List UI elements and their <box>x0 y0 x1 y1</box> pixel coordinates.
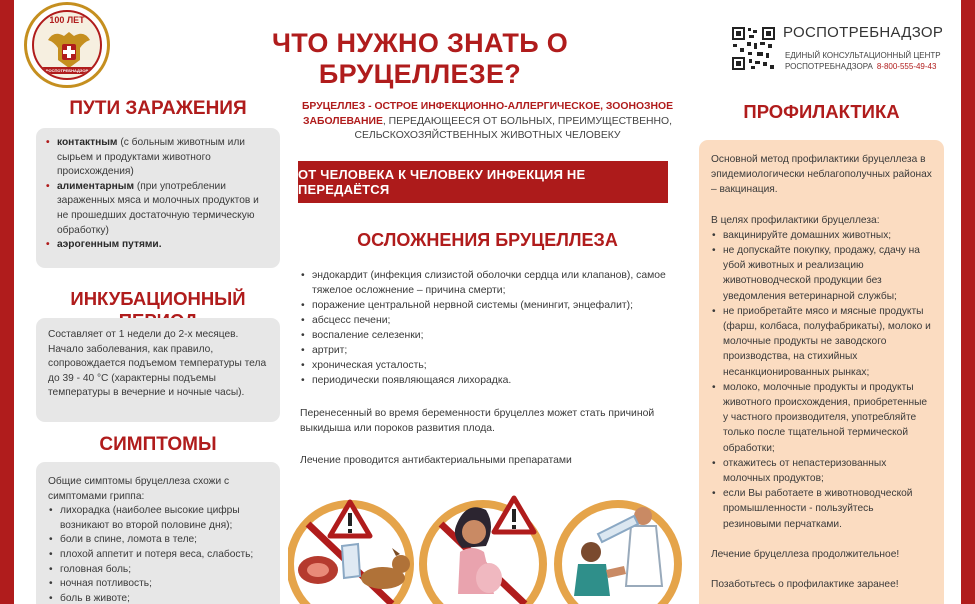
spacer <box>711 532 932 547</box>
treatment-note: Лечение проводится антибактериальными препаратами <box>300 455 572 466</box>
hotline-phone: 8-800-555-49-43 <box>876 62 937 71</box>
prevention-box <box>699 140 944 604</box>
infection-routes-title: ПУТИ ЗАРАЖЕНИЯ <box>69 98 247 119</box>
infection-route-contact: • контактным (с больным животным или сырьем и продуктами животного происхождения) <box>46 136 270 180</box>
long-treatment-note: Лечение бруцеллеза продолжительное! <box>711 548 900 560</box>
complication-item: • абсцесс печени; <box>300 313 680 328</box>
spacer <box>711 562 932 577</box>
pregnancy-warning: Перенесенный во время беременности бруцеллез может стать причиной выкидыша или пороков развития плода. <box>300 408 655 434</box>
symptom-item: • боли в спине, ломота в теле; <box>48 533 268 548</box>
symptoms-title: СИМПТОМЫ <box>99 434 217 455</box>
symptoms-box <box>36 462 280 604</box>
no-human-transmission-banner: ОТ ЧЕЛОВЕКА К ЧЕЛОВЕКУ ИНФЕКЦИЯ НЕ ПЕРЕДАЁТСЯ <box>298 161 668 203</box>
symptom-item: • ночная потливость; <box>48 577 268 592</box>
definition-highlight: БРУЦЕЛЛЕЗ - ОСТРОЕ ИНФЕКЦИОННО-АЛЛЕРГИЧЕСКОЕ, ЗООНОЗНОЕ ЗАБОЛЕВАНИЕ <box>301 101 674 127</box>
symptom-item: • плохой аппетит и потеря веса, слабость; <box>48 548 268 563</box>
definition-rest: , ПЕРЕДАЮЩЕЕСЯ ОТ БОЛЬНЫХ, ПРЕИМУЩЕСТВЕННО, СЕЛЬСКОХОЗЯЙСТВЕННЫХ ЖИВОТНЫХ ЧЕЛОВЕКУ <box>354 115 672 141</box>
prevention-item: • молоко, молочные продукты и продукты животного происхождения, приобретенные у частного производителя, употребляйте только после тщательной термической обработки; <box>711 380 932 456</box>
page-title: ЧТО НУЖНО ЗНАТЬ О БРУЦЕЛЛЕЗЕ? <box>271 28 569 89</box>
symptoms-intro: Общие симптомы бруцеллеза схожи с симптомами гриппа: <box>48 476 230 502</box>
raw-meat-milk-dog-illustration <box>290 502 410 604</box>
prevention-item: • если Вы работаете в животноводческой промышленности - пользуйтесь резиновыми перчатками. <box>711 486 932 532</box>
infection-route-alimentary: • алиментарным (при употреблении зараженных мяса и молочных продуктов и не прошедших достаточную термическую обработку) <box>46 180 270 238</box>
org-hotline <box>785 62 936 71</box>
infection-routes-box <box>36 128 280 268</box>
qr-code-icon <box>731 26 776 71</box>
complication-item: • периодически появляющаяся лихорадка. <box>300 373 680 388</box>
complication-item: • артрит; <box>300 343 680 358</box>
incubation-text: Составляет от 1 недели до 2-х месяцев. Начало заболевания, как правило, сопровождается подъемом температуры тела до 39 - 40 °С (характерны подъемы температуры в вечерние и ночные часы). <box>48 329 267 399</box>
prevention-intro: В целях профилактики бруцеллеза: <box>711 214 880 226</box>
incubation-box <box>36 318 280 422</box>
logo-years: 100 ЛЕТ <box>49 15 85 25</box>
rospotrebnadzor-logo <box>24 2 110 88</box>
left-border <box>0 0 14 604</box>
prevention-item: • вакцинируйте домашних животных; <box>711 228 932 243</box>
prevention-main: Основной метод профилактики бруцеллеза в эпидемиологически неблагополучных районах – вакцинация. <box>711 154 932 196</box>
pregnant-woman-illustration <box>423 498 543 604</box>
complication-item: • хроническая усталость; <box>300 358 680 373</box>
incubation-title: ИНКУБАЦИОННЫЙ <box>70 288 246 309</box>
logo-emblem <box>32 10 102 80</box>
symptom-item: • головная боль; <box>48 563 268 578</box>
symptom-item: • лихорадка (наиболее высокие цифры возникают во второй половине дня); <box>48 504 268 533</box>
complication-item: • поражение центральной нервной системы (менингит, энцефалит); <box>300 298 680 313</box>
prevention-item: • не допускайте покупку, продажу, сдачу на убой животных и реализацию животноводческой продукции без уведомления ветеринарной службы; <box>711 243 932 304</box>
infection-route-airborne: • аэрогенным путями. <box>46 238 270 253</box>
org-center-line: ЕДИНЫЙ КОНСУЛЬТАЦИОННЫЙ ЦЕНТР <box>785 51 941 60</box>
prevention-title: ПРОФИЛАКТИКА <box>743 101 900 122</box>
spacer <box>711 198 932 213</box>
illustrations <box>288 486 688 604</box>
symptom-item: • боль в животе; <box>48 592 268 604</box>
doctor-vaccination-illustration <box>558 504 678 604</box>
complication-item: • воспаление селезенки; <box>300 328 680 343</box>
complication-item: • эндокардит (инфекция слизистой оболочки сердца или клапанов), самое тяжелое осложнение – причина смерти; <box>300 268 680 298</box>
org-name-short: РОСПОТРЕБНАДЗОРА <box>785 62 873 71</box>
brucellosis-definition <box>300 100 675 144</box>
complications-list <box>300 268 680 388</box>
logo-ring-text: РОСПОТРЕБНАДЗОР <box>34 67 100 74</box>
right-border <box>961 0 975 604</box>
prevention-item: • не приобретайте мясо и мясные продукты (фарш, колбаса, полуфабрикаты), молоко и молочные продукты не заводского производства, на стихийных несанкционированных рынках; <box>711 304 932 380</box>
org-name: РОСПОТРЕБНАДЗОР <box>783 24 944 41</box>
complications-title: ОСЛОЖНЕНИЯ БРУЦЕЛЛЕЗА <box>357 230 618 250</box>
prevention-item: • откажитесь от непастеризованных молочных продуктов; <box>711 456 932 486</box>
care-note: Позаботьтесь о профилактике заранее! <box>711 579 899 591</box>
